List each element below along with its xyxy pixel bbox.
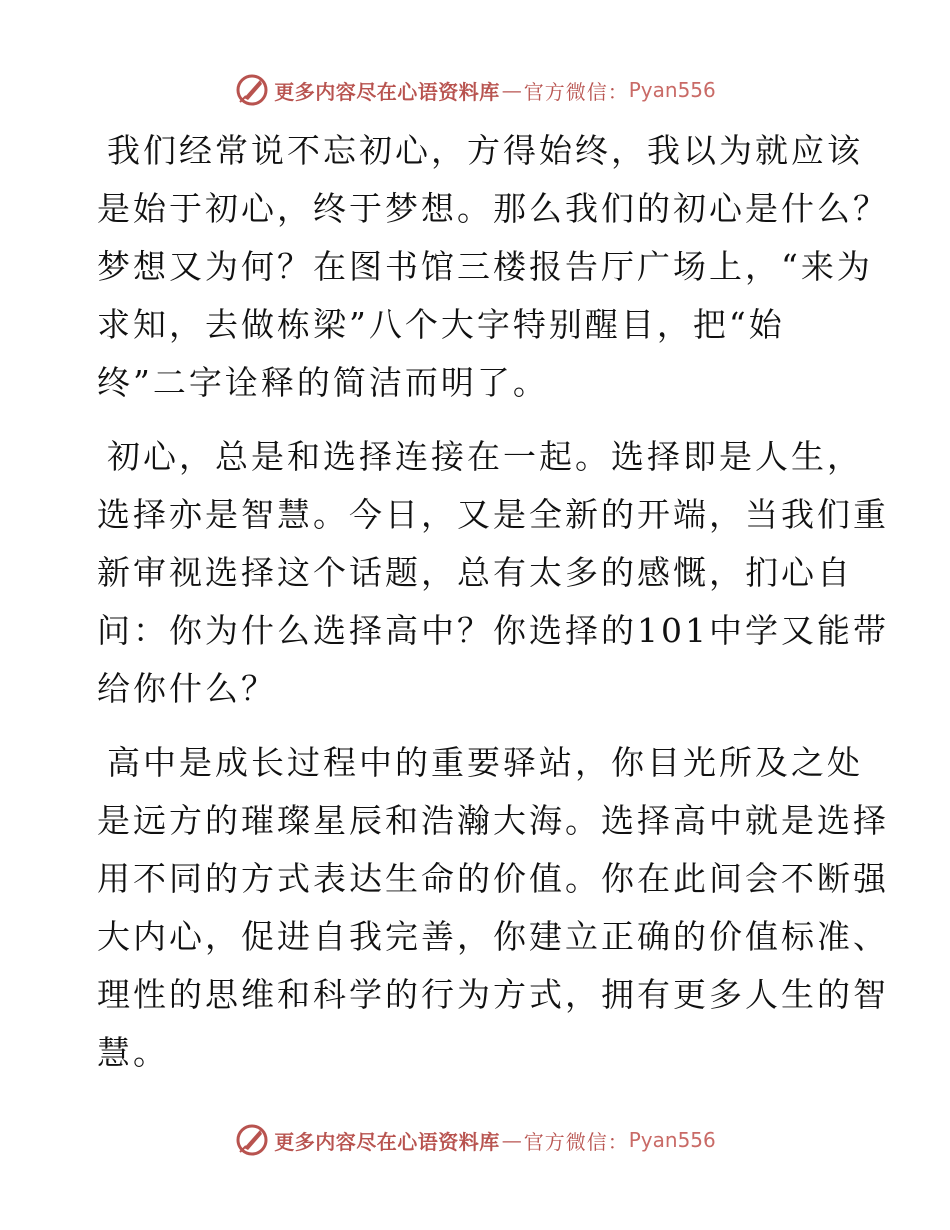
header-separator: —	[501, 78, 522, 102]
header-wechat-id: Pyan556	[628, 78, 716, 102]
header-banner	[0, 70, 950, 110]
text-line: 大内心，促进自我完善，你建立正确的价值标准、	[97, 917, 889, 956]
header-wechat-label: 官方微信：	[523, 79, 629, 104]
paragraph-2	[97, 428, 889, 718]
text-line: 是远方的璀璨星辰和浩瀚大海。选择高中就是选择	[97, 801, 889, 840]
text-line: 终”二字诠释的简洁而明了。	[97, 363, 549, 402]
footer-wechat-id: Pyan556	[628, 1128, 716, 1152]
text-line: 理性的思维和科学的行为方式，拥有更多人生的智	[97, 975, 889, 1014]
text-line: 选择亦是智慧。今日，又是全新的开端，当我们重	[97, 495, 889, 534]
quill-logo-icon	[234, 1122, 270, 1158]
text-line: 高中是成长过程中的重要驿站，你目光所及之处	[107, 743, 863, 782]
footer-slogan: 更多内容尽在心语资料库	[274, 1129, 500, 1154]
footer-wechat-label: 官方微信：	[523, 1129, 629, 1154]
text-line: 慧。	[97, 1033, 169, 1072]
paragraph-1	[97, 122, 889, 412]
text-line: 梦想又为何？在图书馆三楼报告厅广场上，“来为	[97, 247, 873, 286]
quill-logo-icon	[234, 72, 270, 108]
header-slogan: 更多内容尽在心语资料库	[274, 79, 500, 104]
text-line: 新审视选择这个话题，总有太多的感慨，扪心自	[97, 553, 853, 592]
text-line: 给你什么？	[97, 669, 277, 708]
text-line: 问：你为什么选择高中？你选择的101中学又能带	[97, 611, 889, 650]
text-line: 我们经常说不忘初心，方得始终，我以为就应该	[107, 131, 863, 170]
text-line: 求知，去做栋梁”八个大字特别醒目，把“始	[97, 305, 785, 344]
text-line: 是始于初心，终于梦想。那么我们的初心是什么？	[97, 189, 889, 228]
document-body	[97, 122, 889, 1082]
text-line: 用不同的方式表达生命的价值。你在此间会不断强	[97, 859, 889, 898]
paragraph-3	[97, 734, 889, 1082]
footer-separator: —	[501, 1128, 522, 1152]
footer-banner	[0, 1120, 950, 1160]
text-line: 初心，总是和选择连接在一起。选择即是人生，	[107, 437, 863, 476]
